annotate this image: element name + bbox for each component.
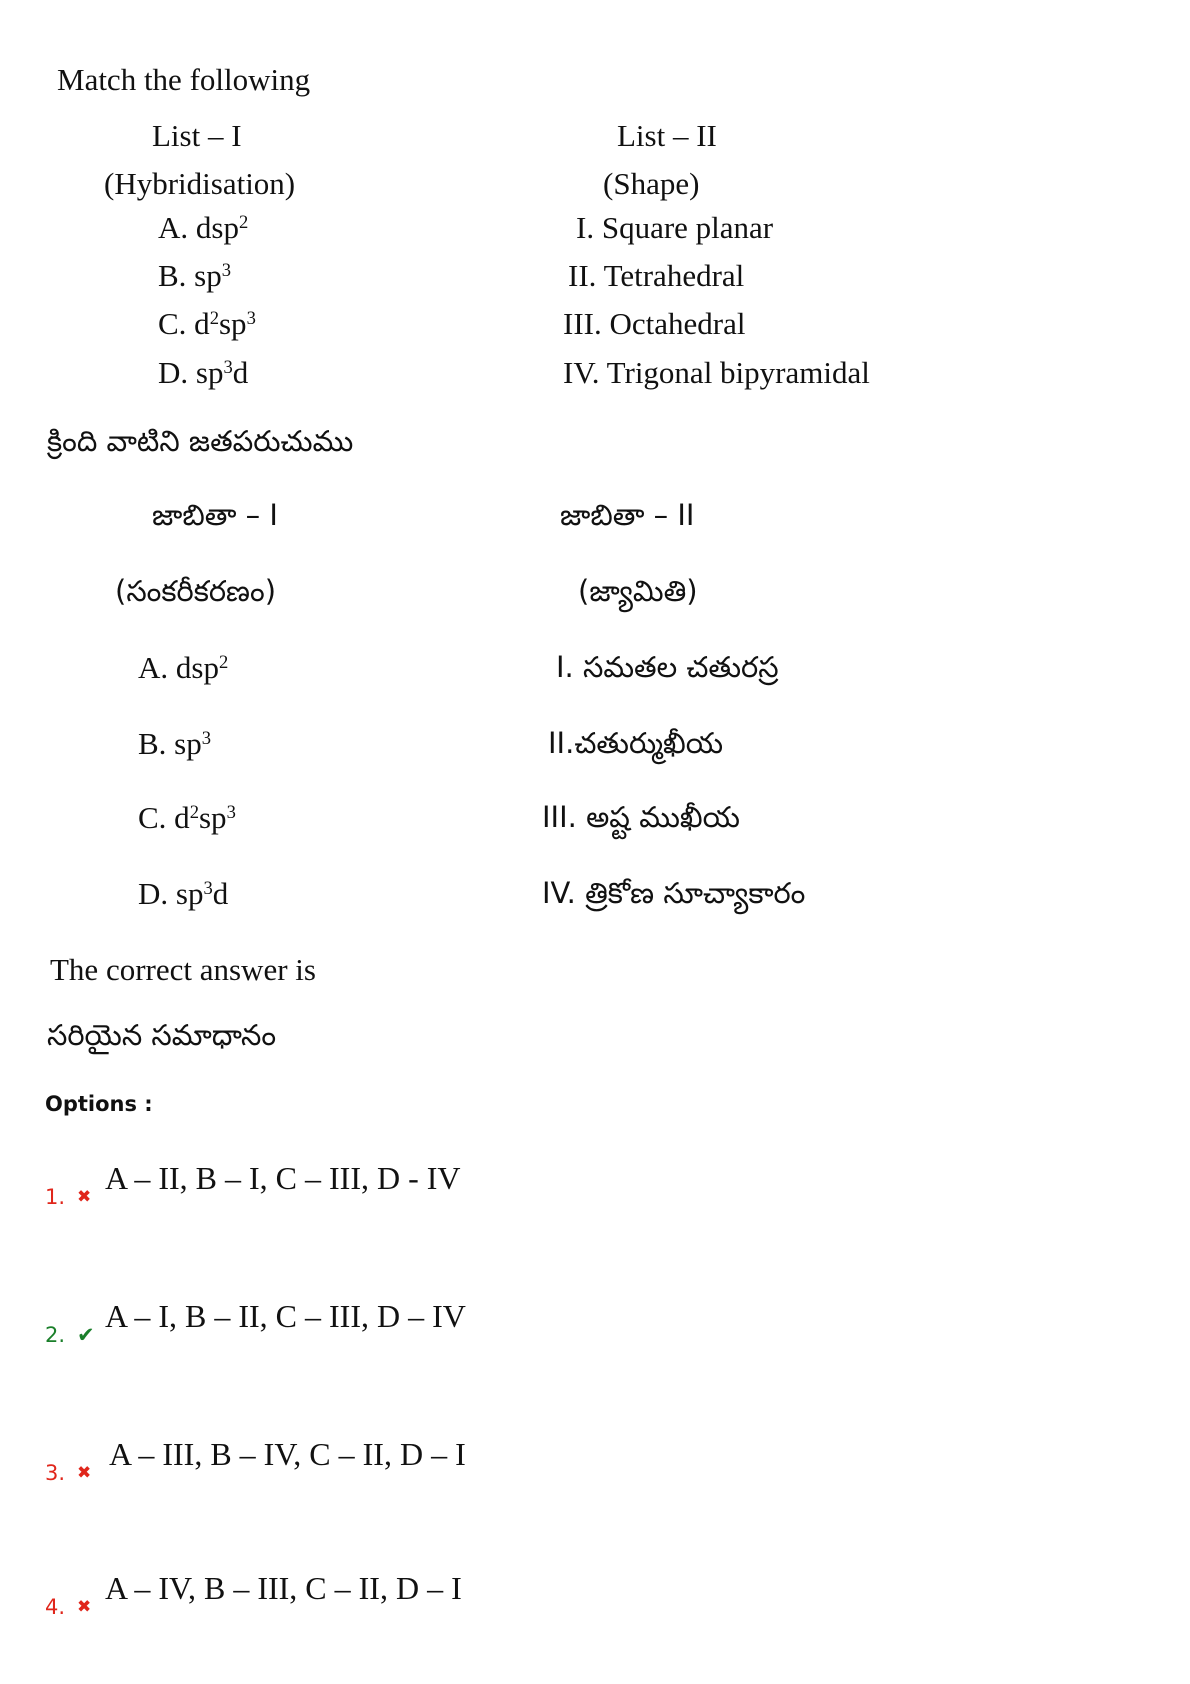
- telugu-list2-item-iii: III. అష్ట ముఖీయ: [542, 800, 740, 834]
- list1-item-b: B. $sp^3$: [158, 258, 232, 293]
- list2-subheader: (Shape): [603, 166, 700, 201]
- option-text: A – I, B – II, C – III, D – IV: [105, 1298, 466, 1334]
- list2-item-ii: II. Tetrahedral: [568, 258, 745, 293]
- list1-item-a: A. dsp$^2$: [158, 210, 249, 245]
- list2-header: List – II: [617, 118, 717, 153]
- telugu-list1-item-b: B. $sp^3$: [138, 726, 212, 761]
- answer-prompt-telugu: సరియైన సమాధానం: [47, 1018, 277, 1052]
- telugu-list2-subheader: (జ్యామితి): [578, 574, 698, 608]
- option-number: 3.: [45, 1461, 66, 1485]
- option-text: A – III, B – IV, C – II, D – I: [109, 1436, 466, 1472]
- list1-item-c: C. $d^2sp^3$: [158, 306, 256, 341]
- telugu-list2-header: జాబితా – II: [560, 498, 695, 532]
- list1-subheader: (Hybridisation): [104, 166, 296, 201]
- question-title: Match the following: [57, 62, 311, 97]
- telugu-list1-item-c: C. $d^2sp^3$: [138, 800, 236, 835]
- option-number: 1.: [45, 1185, 66, 1209]
- telugu-list2-item-ii: II.చతుర్ముఖీయ: [548, 726, 724, 760]
- options-label: Options :: [45, 1092, 153, 1116]
- telugu-list1-item-d: D. $sp^3d$: [138, 876, 229, 911]
- option-text: A – IV, B – III, C – II, D – I: [105, 1570, 462, 1606]
- telugu-list1-item-a: A. dsp$^2$: [138, 650, 229, 685]
- telugu-title: క్రింది వాటిని జతపరుచుము: [47, 424, 354, 458]
- check-icon: ✔: [77, 1323, 95, 1347]
- cross-icon: ✖: [77, 1463, 92, 1483]
- telugu-list1-header: జాబితా – I: [152, 498, 278, 532]
- list2-item-i: I. Square planar: [576, 210, 774, 245]
- list2-item-iv: IV. Trigonal bipyramidal: [563, 355, 870, 390]
- option-text: A – II, B – I, C – III, D - IV: [105, 1160, 461, 1196]
- telugu-list2-item-iv: IV. త్రికోణ సూచ్యాకారం: [542, 876, 806, 910]
- cross-icon: ✖: [77, 1597, 92, 1617]
- list1-header: List – I: [152, 118, 242, 153]
- option-number: 4.: [45, 1595, 66, 1619]
- list2-item-iii: III. Octahedral: [563, 306, 746, 341]
- cross-icon: ✖: [77, 1187, 92, 1207]
- telugu-list2-item-i: I. సమతల చతురస్ర: [556, 650, 779, 684]
- list1-item-d: D. $sp^3d$: [158, 355, 249, 390]
- telugu-list1-subheader: (సంకరీకరణం): [115, 574, 277, 608]
- option-number: 2.: [45, 1323, 66, 1347]
- answer-prompt: The correct answer is: [50, 952, 316, 987]
